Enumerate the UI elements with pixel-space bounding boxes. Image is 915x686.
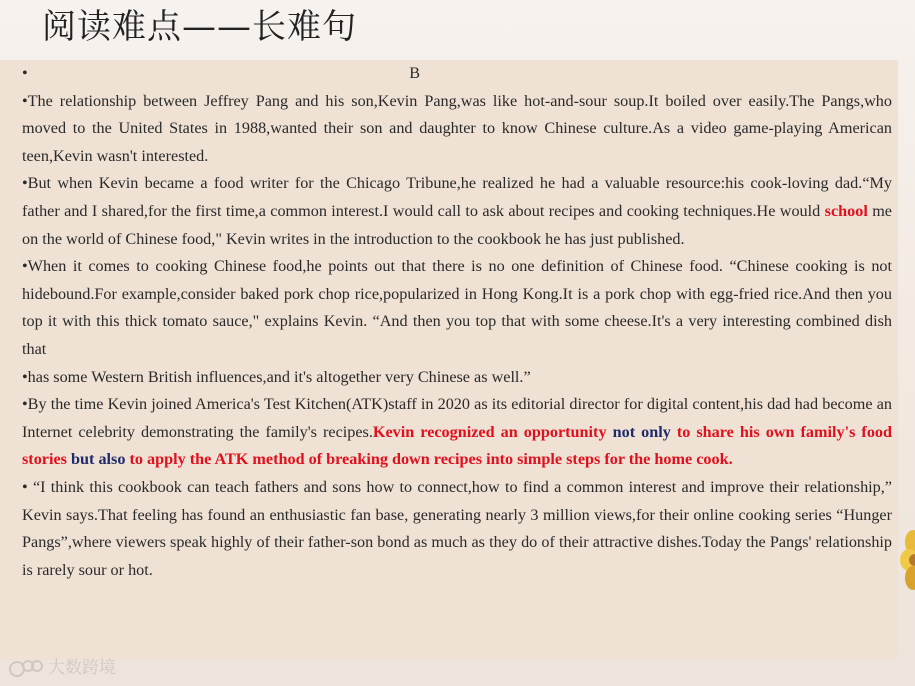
- paragraph-5: [22, 391, 892, 474]
- long-sentence-part-2: to share his own family's food stories: [22, 422, 893, 469]
- long-sentence-part-1: Kevin recognized an opportunity: [372, 422, 613, 441]
- watermark-text: 大数跨境: [48, 658, 116, 678]
- paragraph-4: •has some Western British influences,and it's altogether very Chinese as well.”: [22, 367, 531, 386]
- paragraph-6: • “I think this cookbook can teach fathers and sons how to connect,how to find a common interest and improve their relationship,” Kevin says.That feeling has found an enthusiastic fan base, generating nearly 3 million views,for their online cooking series “Hunger Pangs”,where viewers speak highly of their father-son bond as much as they do of their attractive dishes.Today the Pangs' relationship is rarely sour or hot.: [22, 477, 892, 579]
- paragraph-3: •When it comes to cooking Chinese food,he points out that there is no one definition of Chinese food. “Chinese cooking is not hidebound.For example,consider baked pork chop rice,popularized in Hong Kong.It is a pork chop with egg-fried rice.And then you top it with this thick tomato sauce," explains Kevin. “And then you top that with some cheese.It's a very interesting combined dish that: [22, 257, 892, 358]
- long-sentence-part-3: to apply the ATK method of breaking down recipes into simple steps for the home cook.: [125, 450, 733, 469]
- highlight-school: school: [824, 201, 868, 220]
- not-only-marker: not only: [612, 422, 671, 441]
- watermark: [8, 654, 116, 682]
- paragraph-2: [22, 170, 892, 253]
- but-also-marker: but also: [71, 450, 126, 469]
- paragraph-2-end: me on the world of Chinese food," Kevin writes in the introduction to the cookbook he has just published.: [22, 201, 892, 248]
- watermark-logo-icon: [8, 657, 44, 679]
- flower-decoration-icon: [895, 522, 915, 602]
- heading-bullet: •: [22, 64, 28, 82]
- passage: [22, 60, 892, 584]
- heading-line: [22, 60, 892, 88]
- paragraph-1: •The relationship between Jeffrey Pang and his son,Kevin Pang,was like hot-and-sour soup.It boiled over easily.The Pangs,who moved to the United States in 1988,wanted their son and daughter to know Chinese culture.As a video game-playing American teen,Kevin wasn't interested.: [22, 91, 892, 165]
- heading-letter: B: [409, 64, 420, 82]
- paragraph-2-start: •But when Kevin became a food writer for the Chicago Tribune,he realized he had a valuable resource:his cook-loving dad.“My father and I shared,for the first time,a common interest.I would call to ask about recipes and cooking techniques.He would: [22, 174, 892, 220]
- slide-title: 阅读难点——长难句: [42, 7, 357, 47]
- paragraph-5-start: •By the time Kevin joined America's Test Kitchen(ATK)staff in 2020 as its editorial director for digital content,his dad had become an Internet celebrity demonstrating the family's recipes.: [22, 395, 892, 441]
